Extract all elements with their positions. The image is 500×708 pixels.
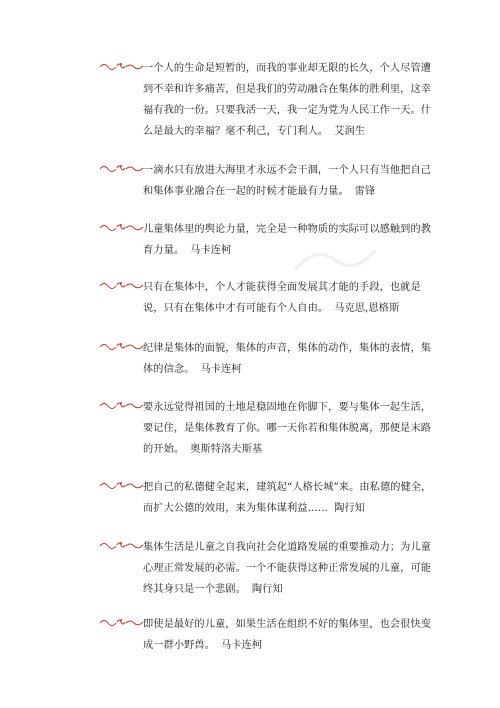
quote-text: 即使是最好的儿童，如果生活在组织不好的集体里，也会很快变成一群小野兽。 <box>143 619 432 651</box>
quote-text: 集体生活是儿童之自我向社会化道路发展的重要推动力；为儿童心理正常发展的必需。一个不能获得这种正常发展的儿童，可能终其身只是一个悲剧。 <box>143 542 432 595</box>
quote-item <box>99 338 437 380</box>
quote-text: 要永远觉得祖国的土地是稳固地在你脚下，要与集体一起生活，要记住，是集体教育了你。哪一天你若和集体脱离，那便是末路的开始。 <box>143 402 432 455</box>
quote-author: 陶行知 <box>251 584 283 595</box>
quote-text: 把自己的私德健全起来，建筑起“人格长城”来。由私德的健全，而扩大公德的效用，来为集体谋利益…… <box>143 482 432 514</box>
decorative-flourish-icon <box>99 539 145 551</box>
decorative-flourish-icon <box>99 221 145 233</box>
decorative-flourish-icon <box>99 279 145 291</box>
decorative-flourish-icon <box>99 479 145 491</box>
quote-text: 一滴水只有放进大海里才永远不会干涸，一个人只有当他把自己和集体事业融合在一起的时候才能最有力量。 <box>143 165 432 197</box>
quote-text: 纪律是集体的面貌，集体的声音，集体的动作，集体的表情，集体的信念。 <box>143 343 432 375</box>
quote-author: 奥斯特洛夫斯基 <box>190 444 263 455</box>
quote-author: 马卡连柯 <box>200 364 242 375</box>
quote-author: 陶行知 <box>334 503 366 514</box>
quote-author: 马卡连柯 <box>221 640 263 651</box>
quote-item <box>99 277 437 319</box>
quote-item <box>99 58 437 142</box>
quote-text: 儿童集体里的舆论力量，完全是一种物质的实际可以感触到的教育力量。 <box>143 224 432 256</box>
quote-author: 艾润生 <box>334 126 366 137</box>
quote-item <box>99 219 437 261</box>
decorative-flourish-icon <box>99 616 145 628</box>
quote-item <box>99 614 437 656</box>
faint-watermark-icon <box>290 240 380 280</box>
decorative-flourish-icon <box>99 340 145 352</box>
quote-author: 马卡连柯 <box>190 245 232 256</box>
quote-item <box>99 160 437 202</box>
decorative-flourish-icon <box>99 60 145 72</box>
quote-author: 雷锋 <box>354 186 376 197</box>
quote-item <box>99 397 437 460</box>
quote-text: 只有在集体中，个人才能获得全面发展其才能的手段，也就是说，只有在集体中才有可能有个人自由。 <box>143 282 421 314</box>
quote-author: 马克思,恩格斯 <box>334 303 400 314</box>
decorative-flourish-icon <box>99 162 145 174</box>
quote-text: 一个人的生命是短暂的，而我的事业却无限的长久，个人尽管遭到不幸和许多痛苦，但是我们的劳动融合在集体的胜利里，这幸福有我的一份。只要我活一天，我一定为党为人民工作一天。什么是最大的幸福？毫不利己，专门利人。 <box>143 63 432 137</box>
quote-item <box>99 477 437 519</box>
decorative-flourish-icon <box>99 399 145 411</box>
quote-item <box>99 537 437 600</box>
